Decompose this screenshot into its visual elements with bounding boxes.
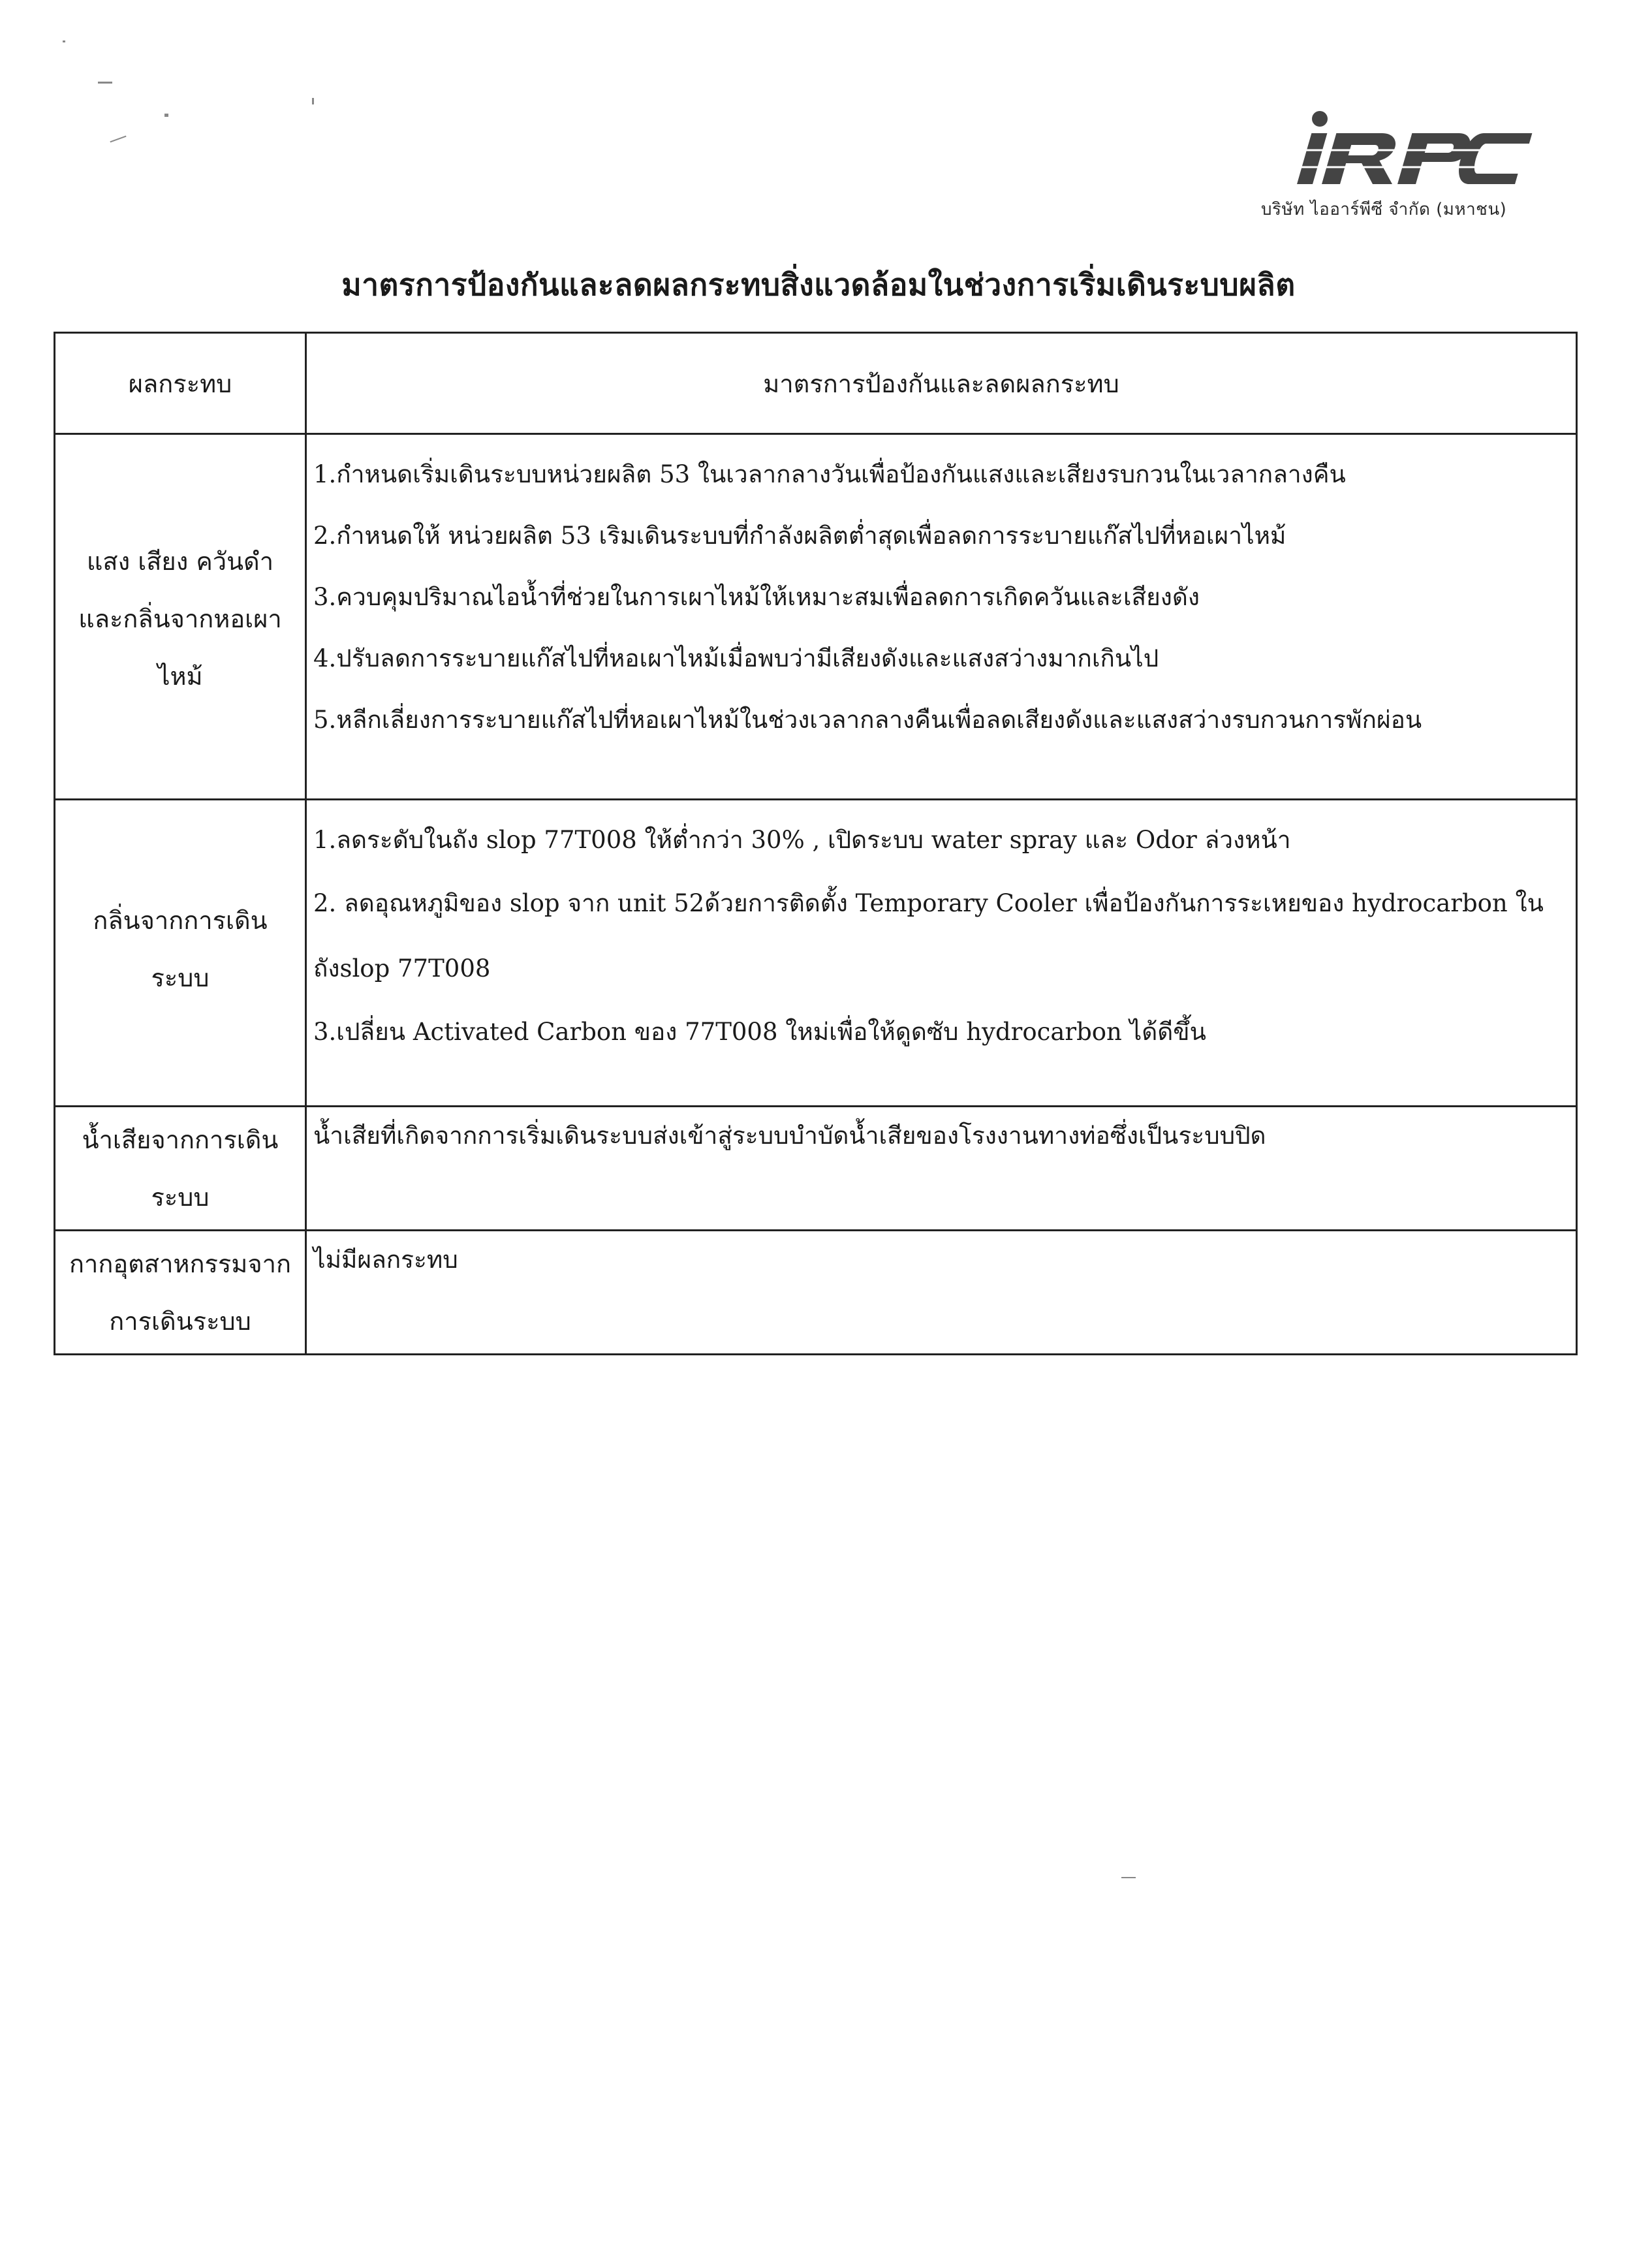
impact-text: แสง เสียง ควันดำ และกลิ่นจากหอเผาไหม้ — [78, 547, 282, 691]
table-row — [55, 434, 1577, 800]
impact-text: กลิ่นจากการเดินระบบ — [93, 906, 268, 992]
scan-speck — [63, 40, 65, 42]
scan-speck — [164, 114, 168, 117]
impact-text: น้ำเสียจากการเดินระบบ — [82, 1126, 279, 1212]
measure-item: น้ำเสียที่เกิดจากการเริ่มเดินระบบส่งเข้าสู่ระบบบำบัดน้ำเสียของโรงงานทางท่อซึ่งเป็นระบบปิด — [313, 1122, 1266, 1150]
measures-table — [54, 332, 1578, 1355]
scan-speck — [110, 136, 126, 143]
measure-item: ไม่มีผลกระทบ — [313, 1246, 458, 1274]
table-row — [55, 1107, 1577, 1231]
measure-item: 2.กำหนดให้ หน่วยผลิต 53 เริมเดินระบบที่กำลังผลิตต่ำสุดเพื่อลดการระบายแก๊สไปที่หอเผาไหม้ — [313, 522, 1286, 550]
scan-speck — [98, 82, 112, 84]
impact-cell — [55, 434, 306, 800]
scan-speck — [312, 98, 314, 104]
table-row — [55, 1231, 1577, 1355]
irpc-logo-mark — [1260, 104, 1540, 196]
company-name: บริษัท ไออาร์พีซี จำกัด (มหาชน) — [1261, 200, 1507, 219]
measure-item: 5.หลีกเลี่ยงการระบายแก๊สไปที่หอเผาไหม้ในช่วงเวลากลางคืนเพื่อลดเสียงดังและแสงสว่างรบกวนการพักผ่อน — [313, 706, 1422, 734]
impact-text: กากอุตสาหกรรมจากการเดินระบบ — [69, 1250, 291, 1336]
impact-cell — [55, 1107, 306, 1231]
measures-cell — [306, 1107, 1577, 1231]
scan-speck — [1121, 1877, 1136, 1878]
measure-item: 3.เปลี่ยน Activated Carbon ของ 77T008 ใหม่เพื่อให้ดูดซับ hydrocarbon ได้ดีขึ้น — [313, 1018, 1206, 1046]
header-measures: มาตรการป้องกันและลดผลกระทบ — [306, 333, 1577, 434]
measure-item: 1.กำหนดเริ่มเดินระบบหน่วยผลิต 53 ในเวลากลางวันเพื่อป้องกันแสงและเสียงรบกวนในเวลากลางคืน — [313, 460, 1346, 488]
measure-item: 3.ควบคุมปริมาณไอน้ำที่ช่วยในการเผาไหม้ให้เหมาะสมเพื่อลดการเกิดควันและเสียงดัง — [313, 583, 1200, 611]
measures-cell — [306, 434, 1577, 800]
impact-cell — [55, 800, 306, 1107]
table-row — [55, 800, 1577, 1107]
document-title: มาตรการป้องกันและลดผลกระทบสิ่งแวดล้อมในช่วงการเริ่มเดินระบบผลิต — [341, 267, 1296, 302]
impact-cell — [55, 1231, 306, 1355]
measures-cell — [306, 800, 1577, 1107]
header-impact: ผลกระทบ — [55, 333, 306, 434]
table-header-row — [55, 333, 1577, 434]
measure-item: 1.ลดระดับในถัง slop 77T008 ให้ต่ำกว่า 30% , เปิดระบบ water spray และ Odor ล่วงหน้า — [313, 826, 1291, 854]
measures-cell — [306, 1231, 1577, 1355]
measure-item: 4.ปรับลดการระบายแก๊สไปที่หอเผาไหม้เมื่อพบว่ามีเสียงดังและแสงสว่างมากเกินไป — [313, 644, 1159, 672]
measure-item: 2. ลดอุณหภูมิของ slop จาก unit 52ด้วยการติดตั้ง Temporary Cooler เพื่อป้องกันการระเหยของ hydrocarbon ในถังslop 77T008 — [313, 889, 1544, 983]
